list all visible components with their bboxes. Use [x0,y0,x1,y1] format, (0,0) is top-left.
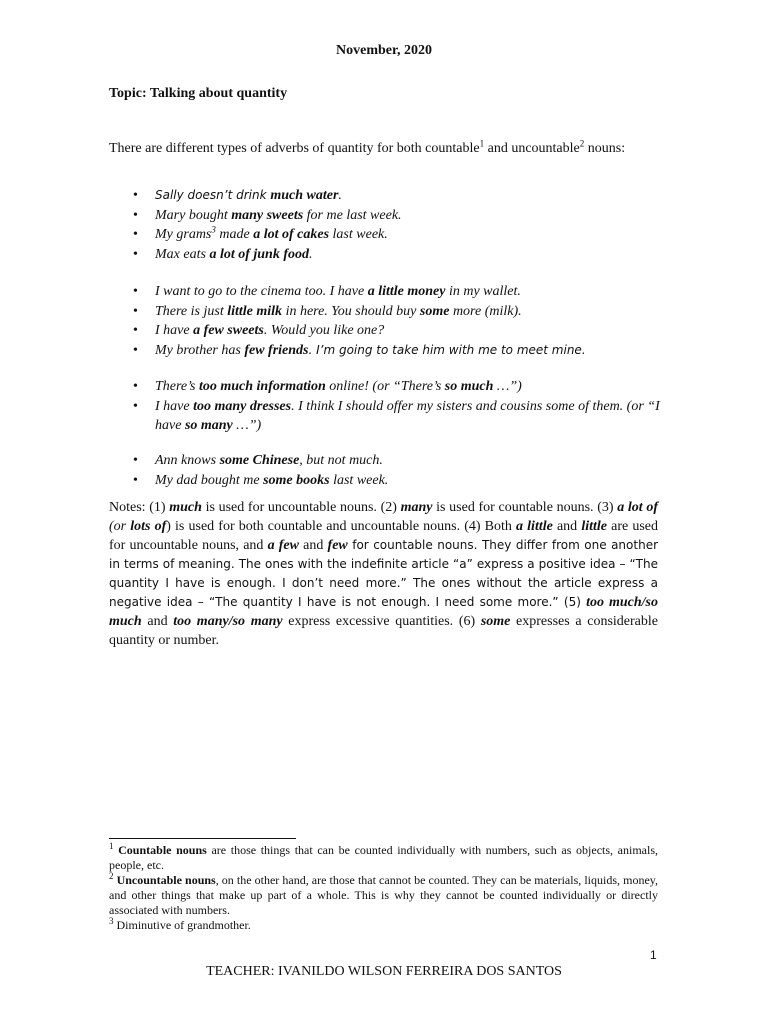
footnote-3: $^3$ Diminutive of grandmother. [109,916,251,932]
example-group-3 [0,377,768,436]
intro-paragraph: There are different types of adverbs of quantity for both countable$^1$ and uncountable$^2$ nouns: [109,138,626,156]
example-group-4 [0,451,768,490]
example-group-1 [0,186,768,264]
footnote-ref-1[interactable]: 1 [479,138,485,149]
notes-paragraph: Notes: (1) much is used for uncountable nouns. (2) many is used for countable nouns. (3) a lot of (or lots of) is used for both countable and uncountable nouns. (4) Both a little and little are used for uncountable nouns, and a few and few for countable nouns. They differ from one another in terms of meaning. The ones with the indefinite article “a” express a positive idea – “The quantity I have is enough. I don’t need more.” The ones without the article express a negative idea – “The quantity I have is not enough. I need some more.” (5) too much/so much and too many/so many express excessive quantities. (6) some expresses a considerable quantity or number. [109,500,659,648]
example-item: • I have a few sweets. Would you like one? [0,321,768,341]
example-item: • Max eats a lot of junk food. [0,245,768,265]
example-item: • My grams$^3$ made a lot of cakes last week. [0,225,768,245]
footnote-ref-3[interactable]: 3 [211,224,216,235]
topic-heading [109,86,287,102]
example-item: • There’s too much information online! (or “There’s so much …”) [0,377,768,397]
footnote-ref-2[interactable]: 2 [579,138,585,149]
example-item: • Ann knows some Chinese, but not much. [0,451,768,471]
example-item: • My dad bought me some books last week. [0,471,768,491]
topic-title: Talking about quantity [149,86,288,101]
example-item: • Sally doesn’t drink much water. [0,186,768,206]
example-item: • My brother has few friends. I’m going to take him with me to meet mine. [0,341,768,361]
document-date: November, 2020 [336,43,432,58]
example-item: • I have too many dresses. I think I should offer my sisters and cousins some of them. (or “I have so many …”) [0,397,768,436]
footer-teacher: TEACHER: IVANILDO WILSON FERREIRA DOS SANTOS [206,964,562,979]
footnote-2: $^2$ Uncountable nouns, on the other hand, are those that cannot be counted. They can be materials, liquids, money, and other things that make up part of a whole. This is why they cannot be counted individually or directly associated with numbers. [109,871,658,917]
example-item: • I want to go to the cinema too. I have a little money in my wallet. [0,282,768,302]
example-item: • There is just little milk in here. You should buy some more (milk). [0,302,768,322]
footnote-divider [109,838,296,839]
topic-label: Topic: [109,86,147,101]
footnote-1: $^1$ Countable nouns are those things that can be counted individually with numbers, such as objects, animals, people, etc. [109,841,658,872]
page-number: 1 [650,948,657,962]
footnotes [109,843,658,933]
example-item: • Mary bought many sweets for me last week. [0,206,768,226]
example-group-2 [0,282,768,360]
